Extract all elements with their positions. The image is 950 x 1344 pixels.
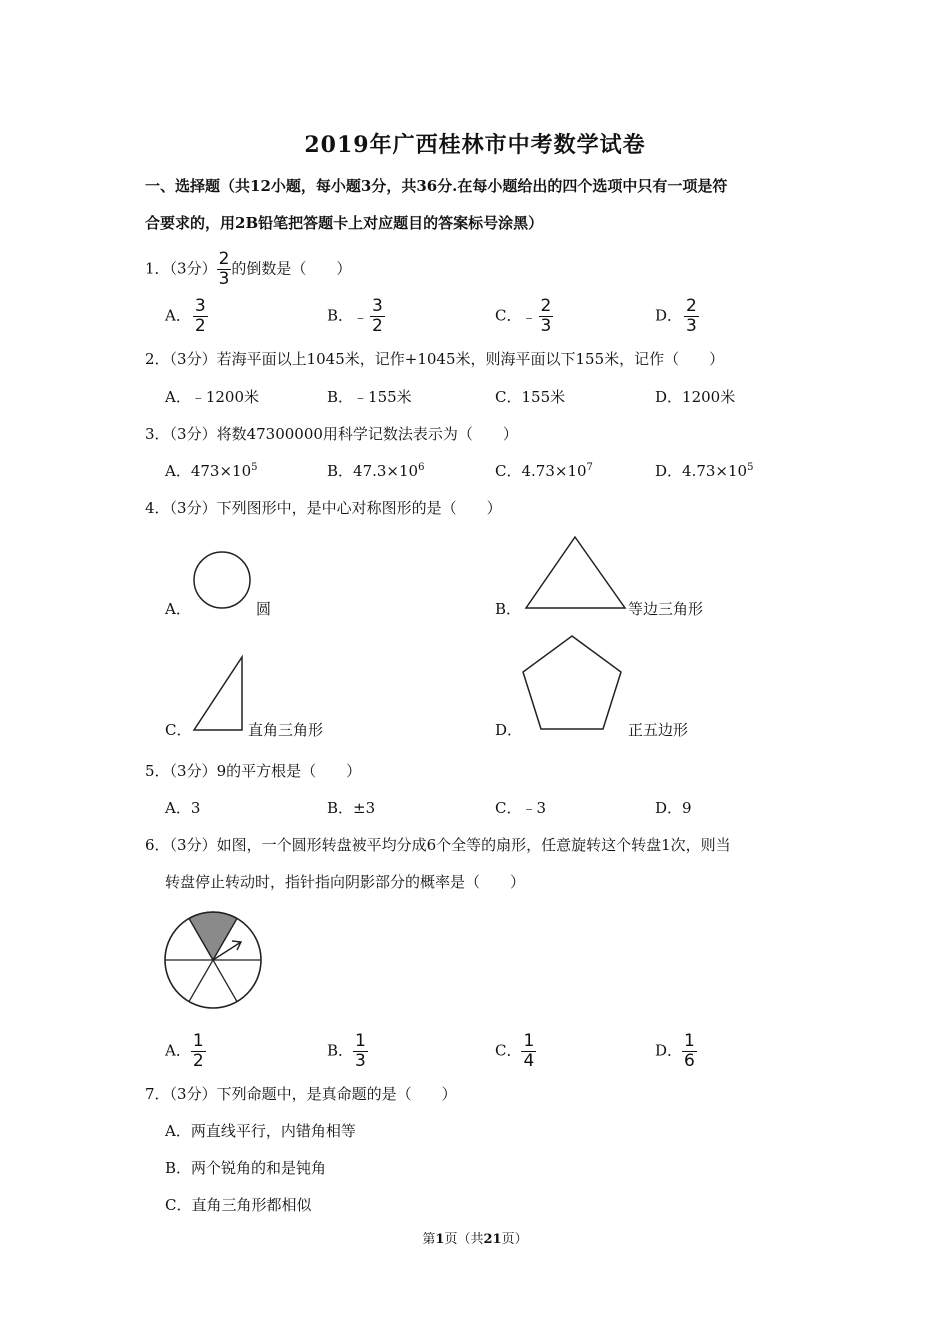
option-exponent: 7 <box>586 462 593 473</box>
footer-text: 页） <box>501 1232 528 1247</box>
fraction-denominator: 2 <box>192 1051 204 1071</box>
option-label: C． <box>495 306 522 325</box>
q3-option-c[interactable] <box>495 460 593 481</box>
fraction-denominator: 2 <box>194 316 206 336</box>
fraction-numerator: 2 <box>686 296 697 316</box>
option-text: C．4.73×10 <box>495 462 587 480</box>
shaded-sector <box>189 912 237 960</box>
page-number: 1 <box>435 1232 445 1247</box>
q3-option-a[interactable] <box>165 460 258 481</box>
section-heading-line2: 合要求的，用2B铅笔把答题卡上对应题目的答案标号涂黑） <box>145 214 544 232</box>
option-fraction <box>193 297 208 336</box>
option-label: A． <box>165 306 191 325</box>
q1-option-a[interactable] <box>165 297 208 336</box>
option-label: C． <box>495 1041 522 1060</box>
option-exponent: 5 <box>251 462 258 473</box>
question-6-line1: 6．（3分）如图，一个圆形转盘被平均分成6个全等的扇形，任意旋转这个转盘1次，则当 <box>145 836 731 854</box>
q7-option-b[interactable]: B．两个锐角的和是钝角 <box>165 1159 327 1177</box>
q5-option-d[interactable]: D．9 <box>655 799 692 817</box>
page-title: 2019年广西桂林市中考数学试卷 <box>304 132 646 158</box>
q5-option-b[interactable]: B．±3 <box>327 799 376 817</box>
q4-option-a-label[interactable]: A． <box>165 600 191 618</box>
option-sign: ﹣ <box>521 308 537 326</box>
q6-option-a[interactable] <box>165 1032 206 1071</box>
question-3: 3．（3分）将数47300000用科学记数法表示为（ ） <box>145 425 518 443</box>
option-exponent: 6 <box>418 462 425 473</box>
q4-option-d-caption: 正五边形 <box>628 721 689 739</box>
fraction-denominator: 6 <box>684 1051 695 1071</box>
question-7: 7．（3分）下列命题中，是真命题的是（ ） <box>145 1085 457 1103</box>
option-label: B． <box>327 306 354 325</box>
q2-option-a[interactable]: A．﹣1200米 <box>165 388 260 406</box>
q4-option-c-label[interactable]: C． <box>165 721 192 739</box>
page-footer <box>0 1228 950 1247</box>
q6-option-d[interactable] <box>655 1032 697 1071</box>
question-5: 5．（3分）9的平方根是（ ） <box>145 762 362 780</box>
footer-text: 页（共 <box>444 1232 484 1247</box>
q7-option-a[interactable]: A．两直线平行，内错角相等 <box>165 1122 356 1140</box>
fraction-denominator: 4 <box>523 1051 535 1071</box>
spinner-figure <box>163 910 263 1010</box>
q4-option-a-caption: 圆 <box>256 600 272 618</box>
fraction-numerator: 1 <box>684 1031 695 1051</box>
section-heading-line1: 一、选择题（共12小题，每小题3分，共36分.在每小题给出的四个选项中只有一项是符 <box>145 177 728 195</box>
question-1-suffix: 的倒数是（ ） <box>231 259 352 278</box>
q2-option-b[interactable]: B．﹣155米 <box>327 388 412 406</box>
regular-pentagon-figure <box>521 634 623 732</box>
right-triangle-figure <box>192 655 246 733</box>
fraction-numerator: 1 <box>192 1031 204 1051</box>
q1-option-d[interactable] <box>655 297 699 336</box>
fraction-denominator: 3 <box>686 316 697 336</box>
circle-figure <box>192 550 254 612</box>
option-text: B．47.3×10 <box>327 462 419 480</box>
option-label: D． <box>655 1041 683 1060</box>
fraction-denominator: 3 <box>218 269 230 289</box>
option-sign: ﹣ <box>353 308 369 326</box>
fraction-numerator: 1 <box>523 1031 535 1051</box>
total-pages: 21 <box>483 1232 502 1247</box>
option-fraction <box>191 1032 206 1071</box>
q4-option-d-label[interactable]: D． <box>495 721 523 739</box>
q7-option-c[interactable]: C．直角三角形都相似 <box>165 1196 312 1214</box>
option-exponent: 5 <box>747 462 754 473</box>
question-1-fraction <box>217 250 232 289</box>
q3-option-d[interactable] <box>655 460 753 481</box>
option-text: A．473×10 <box>165 462 252 480</box>
q1-option-c[interactable] <box>495 297 553 336</box>
fraction-numerator: 3 <box>372 296 383 316</box>
q4-option-b-caption: 等边三角形 <box>628 600 704 618</box>
question-1-prefix: 1．（3分） <box>145 259 217 278</box>
q2-option-c[interactable]: C．155米 <box>495 388 566 406</box>
q1-option-b[interactable] <box>327 297 385 336</box>
fraction-numerator: 1 <box>355 1031 366 1051</box>
q5-option-a[interactable]: A．3 <box>165 799 201 817</box>
q3-option-b[interactable] <box>327 460 424 481</box>
option-label: D． <box>655 306 683 325</box>
equilateral-triangle-figure <box>525 535 627 610</box>
footer-text: 第 <box>422 1232 436 1247</box>
option-fraction <box>370 297 385 336</box>
option-text: D．4.73×10 <box>655 462 748 480</box>
option-label: A． <box>165 1041 191 1060</box>
fraction-denominator: 3 <box>355 1051 366 1071</box>
fraction-numerator: 2 <box>540 296 552 316</box>
option-fraction <box>353 1032 368 1071</box>
q2-option-d[interactable]: D．1200米 <box>655 388 736 406</box>
question-4: 4．（3分）下列图形中，是中心对称图形的是（ ） <box>145 499 502 517</box>
q5-option-c[interactable]: C．﹣3 <box>495 799 547 817</box>
q4-option-b-label[interactable]: B． <box>495 600 522 618</box>
option-fraction <box>521 1032 536 1071</box>
q4-option-c-caption: 直角三角形 <box>248 721 324 739</box>
question-1 <box>145 250 351 289</box>
q6-option-b[interactable] <box>327 1032 368 1071</box>
question-6-line2: 转盘停止转动时，指针指向阴影部分的概率是（ ） <box>165 873 526 891</box>
fraction-numerator: 3 <box>194 296 206 316</box>
fraction-denominator: 3 <box>540 316 552 336</box>
option-label: B． <box>327 1041 354 1060</box>
fraction-numerator: 2 <box>218 249 230 269</box>
option-fraction <box>684 297 699 336</box>
question-2: 2．（3分）若海平面以上1045米，记作+1045米，则海平面以下155米，记作（ ） <box>145 350 725 368</box>
option-fraction <box>539 297 554 336</box>
option-fraction <box>682 1032 697 1071</box>
fraction-denominator: 2 <box>372 316 383 336</box>
q6-option-c[interactable] <box>495 1032 536 1071</box>
